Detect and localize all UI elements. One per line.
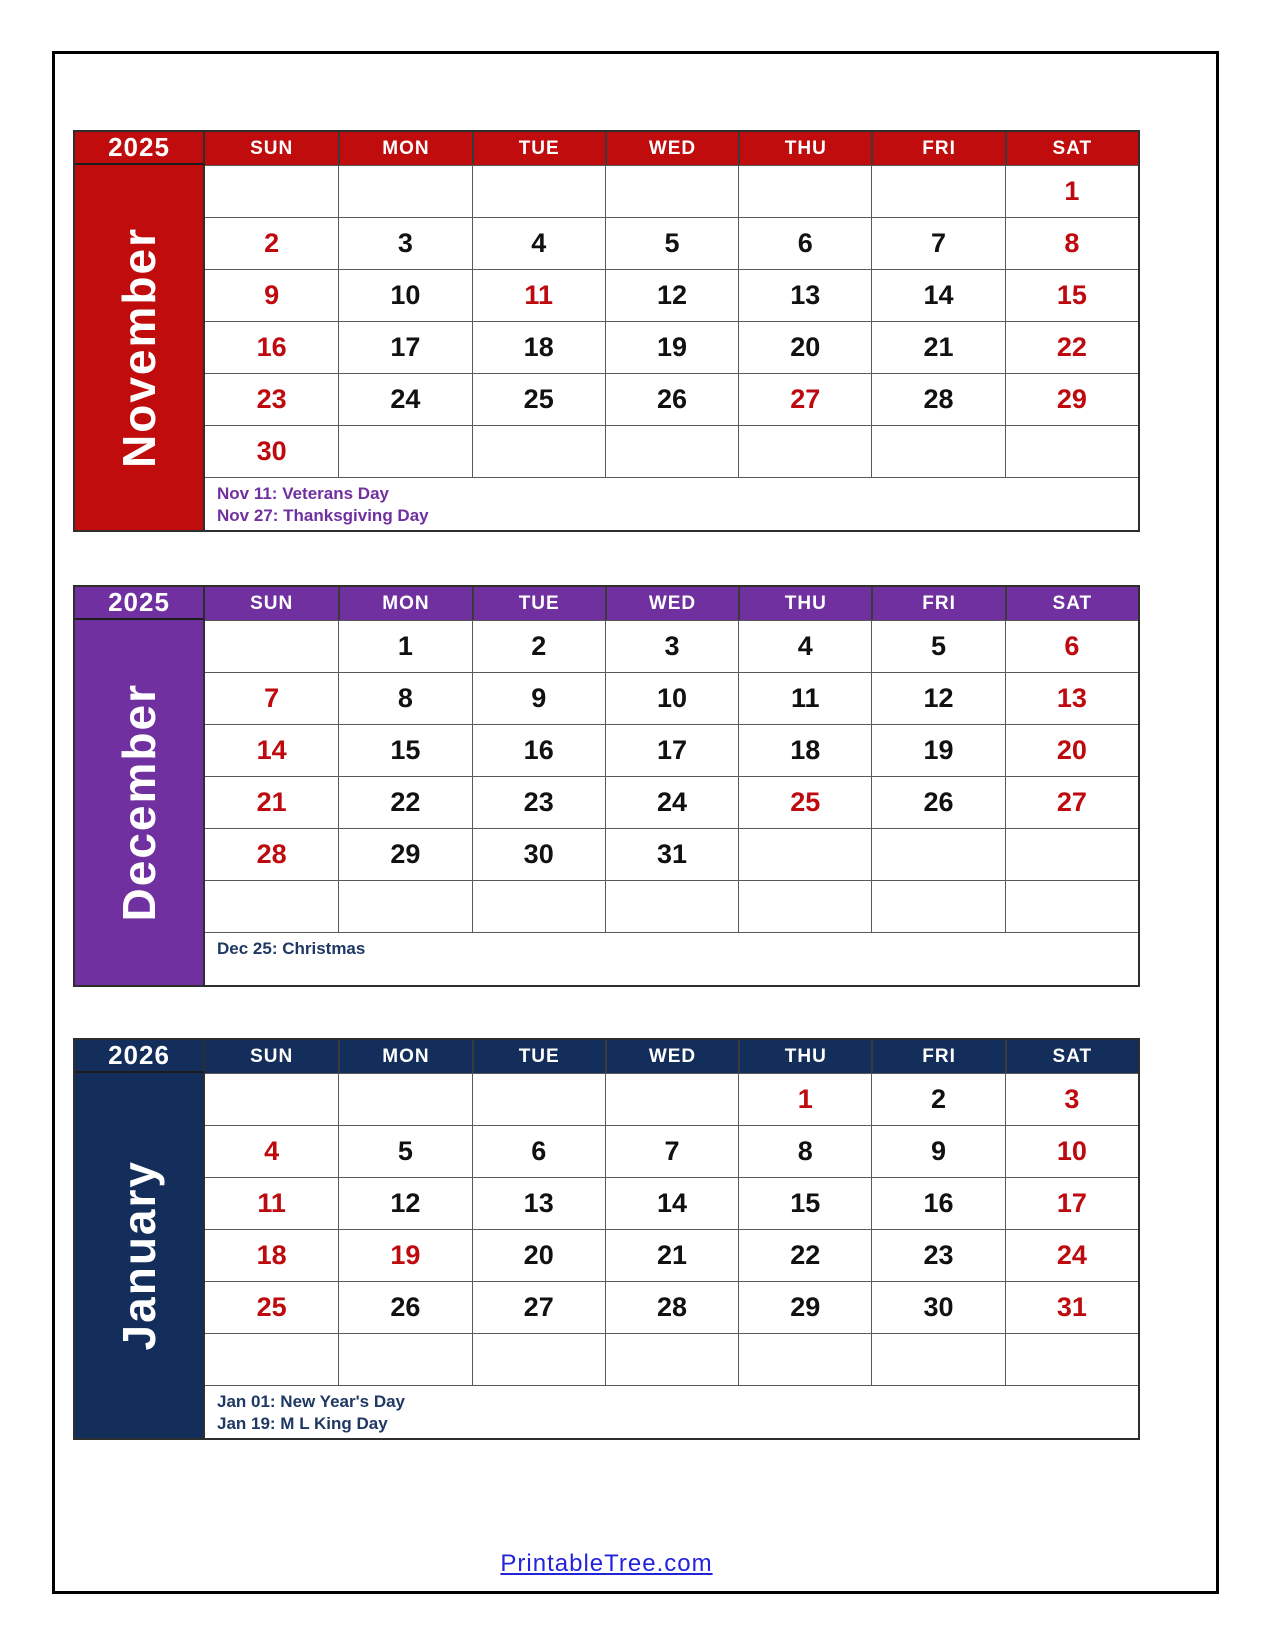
weekday-header: THU bbox=[738, 132, 871, 165]
date-cell bbox=[338, 165, 471, 217]
date-cell: 9 bbox=[472, 672, 605, 724]
date-cell: 14 bbox=[205, 724, 338, 776]
month-label-block bbox=[75, 165, 205, 530]
date-cell: 22 bbox=[338, 776, 471, 828]
date-cell: 19 bbox=[338, 1229, 471, 1281]
date-cell: 10 bbox=[605, 672, 738, 724]
weekday-header: THU bbox=[738, 1040, 871, 1073]
date-cell bbox=[871, 1333, 1004, 1385]
date-cell: 2 bbox=[871, 1073, 1004, 1125]
date-cell bbox=[472, 1333, 605, 1385]
date-cell: 18 bbox=[472, 321, 605, 373]
date-cell bbox=[1005, 828, 1138, 880]
date-cell: 26 bbox=[605, 373, 738, 425]
date-cell: 6 bbox=[1005, 620, 1138, 672]
date-cell: 4 bbox=[205, 1125, 338, 1177]
date-cell bbox=[205, 880, 338, 932]
date-cell: 14 bbox=[605, 1177, 738, 1229]
date-cell: 20 bbox=[738, 321, 871, 373]
date-cell: 2 bbox=[472, 620, 605, 672]
date-cell: 26 bbox=[338, 1281, 471, 1333]
weekday-header: MON bbox=[338, 587, 471, 620]
date-cell: 18 bbox=[205, 1229, 338, 1281]
date-cell: 3 bbox=[605, 620, 738, 672]
holiday-notes bbox=[205, 477, 1138, 530]
calendar-november-2025 bbox=[73, 130, 1140, 532]
date-cell: 4 bbox=[472, 217, 605, 269]
date-cell bbox=[738, 880, 871, 932]
weekday-header: TUE bbox=[472, 1040, 605, 1073]
month-name: November bbox=[113, 227, 165, 468]
date-cell bbox=[605, 165, 738, 217]
date-cell bbox=[205, 165, 338, 217]
year-label: 2025 bbox=[75, 587, 205, 620]
date-cell bbox=[738, 828, 871, 880]
weekday-header: SUN bbox=[205, 587, 338, 620]
date-cell: 28 bbox=[205, 828, 338, 880]
date-cell: 10 bbox=[1005, 1125, 1138, 1177]
month-label-block bbox=[75, 620, 205, 985]
date-cell: 28 bbox=[871, 373, 1004, 425]
date-cell bbox=[205, 1073, 338, 1125]
date-cell: 24 bbox=[605, 776, 738, 828]
date-cell: 11 bbox=[205, 1177, 338, 1229]
weekday-header: MON bbox=[338, 132, 471, 165]
date-cell: 14 bbox=[871, 269, 1004, 321]
date-cell: 29 bbox=[738, 1281, 871, 1333]
date-cell: 17 bbox=[338, 321, 471, 373]
date-cell: 2 bbox=[205, 217, 338, 269]
weekday-header: FRI bbox=[871, 132, 1004, 165]
date-cell bbox=[605, 880, 738, 932]
date-cell: 25 bbox=[472, 373, 605, 425]
date-cell: 1 bbox=[338, 620, 471, 672]
date-cell: 20 bbox=[472, 1229, 605, 1281]
holiday-note: Dec 25: Christmas bbox=[217, 939, 366, 958]
date-cell: 13 bbox=[738, 269, 871, 321]
holiday-note: Jan 19: M L King Day bbox=[217, 1414, 388, 1434]
date-cell: 12 bbox=[871, 672, 1004, 724]
date-cell: 27 bbox=[1005, 776, 1138, 828]
date-cell bbox=[605, 425, 738, 477]
date-cell: 16 bbox=[871, 1177, 1004, 1229]
date-cell: 3 bbox=[1005, 1073, 1138, 1125]
holiday-notes bbox=[205, 1385, 1138, 1438]
date-cell: 4 bbox=[738, 620, 871, 672]
date-cell: 16 bbox=[472, 724, 605, 776]
date-cell bbox=[738, 165, 871, 217]
date-cell: 27 bbox=[738, 373, 871, 425]
date-cell bbox=[1005, 1333, 1138, 1385]
date-cell: 1 bbox=[738, 1073, 871, 1125]
date-cell: 8 bbox=[738, 1125, 871, 1177]
weekday-header: FRI bbox=[871, 1040, 1004, 1073]
weekday-header: TUE bbox=[472, 587, 605, 620]
weekday-header: SAT bbox=[1005, 132, 1138, 165]
date-cell: 22 bbox=[1005, 321, 1138, 373]
date-cell: 23 bbox=[871, 1229, 1004, 1281]
date-cell: 19 bbox=[871, 724, 1004, 776]
month-label-block bbox=[75, 1073, 205, 1438]
date-cell: 21 bbox=[605, 1229, 738, 1281]
weekday-header: SAT bbox=[1005, 587, 1138, 620]
date-cell: 31 bbox=[1005, 1281, 1138, 1333]
date-cell: 15 bbox=[738, 1177, 871, 1229]
date-cell: 20 bbox=[1005, 724, 1138, 776]
date-cell: 16 bbox=[205, 321, 338, 373]
date-cell: 8 bbox=[1005, 217, 1138, 269]
weekday-header: SUN bbox=[205, 132, 338, 165]
date-cell bbox=[738, 425, 871, 477]
date-cell: 18 bbox=[738, 724, 871, 776]
date-cell: 26 bbox=[871, 776, 1004, 828]
date-cell bbox=[338, 880, 471, 932]
date-cell: 17 bbox=[1005, 1177, 1138, 1229]
footer-link[interactable]: PrintableTree.com bbox=[500, 1550, 713, 1577]
date-cell bbox=[205, 620, 338, 672]
date-cell bbox=[1005, 880, 1138, 932]
weekday-header: WED bbox=[605, 132, 738, 165]
date-cell: 5 bbox=[871, 620, 1004, 672]
date-cell: 24 bbox=[1005, 1229, 1138, 1281]
weekday-header: THU bbox=[738, 587, 871, 620]
date-cell: 15 bbox=[338, 724, 471, 776]
date-cell: 12 bbox=[338, 1177, 471, 1229]
holiday-note: Nov 27: Thanksgiving Day bbox=[217, 506, 429, 526]
date-cell: 30 bbox=[472, 828, 605, 880]
date-cell: 11 bbox=[738, 672, 871, 724]
date-cell: 23 bbox=[472, 776, 605, 828]
date-cell: 7 bbox=[605, 1125, 738, 1177]
date-cell: 27 bbox=[472, 1281, 605, 1333]
holiday-note: Jan 01: New Year's Day bbox=[217, 1392, 406, 1411]
weekday-header: TUE bbox=[472, 132, 605, 165]
date-cell: 8 bbox=[338, 672, 471, 724]
date-cell bbox=[472, 880, 605, 932]
date-cell bbox=[338, 1073, 471, 1125]
date-cell: 30 bbox=[205, 425, 338, 477]
date-cell bbox=[738, 1333, 871, 1385]
date-cell bbox=[338, 425, 471, 477]
date-cell: 5 bbox=[338, 1125, 471, 1177]
date-cell: 29 bbox=[1005, 373, 1138, 425]
footer bbox=[73, 1550, 1140, 1578]
date-cell: 25 bbox=[738, 776, 871, 828]
date-cell: 5 bbox=[605, 217, 738, 269]
date-cell: 28 bbox=[605, 1281, 738, 1333]
date-cell: 7 bbox=[205, 672, 338, 724]
date-cell: 11 bbox=[472, 269, 605, 321]
date-cell bbox=[472, 425, 605, 477]
date-cell bbox=[1005, 425, 1138, 477]
date-cell bbox=[472, 165, 605, 217]
date-cell: 19 bbox=[605, 321, 738, 373]
date-cell: 25 bbox=[205, 1281, 338, 1333]
date-cell: 9 bbox=[205, 269, 338, 321]
date-cell bbox=[871, 828, 1004, 880]
date-cell bbox=[871, 880, 1004, 932]
date-cell: 24 bbox=[338, 373, 471, 425]
date-cell: 23 bbox=[205, 373, 338, 425]
date-cell: 3 bbox=[338, 217, 471, 269]
year-label: 2026 bbox=[75, 1040, 205, 1073]
calendar-december-2025 bbox=[73, 585, 1140, 987]
date-cell: 30 bbox=[871, 1281, 1004, 1333]
date-cell: 13 bbox=[1005, 672, 1138, 724]
date-cell bbox=[871, 165, 1004, 217]
date-cell: 21 bbox=[871, 321, 1004, 373]
date-cell: 31 bbox=[605, 828, 738, 880]
date-cell: 29 bbox=[338, 828, 471, 880]
holiday-note: Nov 11: Veterans Day bbox=[217, 484, 389, 503]
date-cell: 1 bbox=[1005, 165, 1138, 217]
date-cell: 21 bbox=[205, 776, 338, 828]
weekday-header: MON bbox=[338, 1040, 471, 1073]
date-cell bbox=[605, 1333, 738, 1385]
month-name: January bbox=[113, 1160, 165, 1351]
date-cell: 13 bbox=[472, 1177, 605, 1229]
date-cell: 12 bbox=[605, 269, 738, 321]
calendar-january-2026 bbox=[73, 1038, 1140, 1440]
date-cell bbox=[871, 425, 1004, 477]
weekday-header: SAT bbox=[1005, 1040, 1138, 1073]
month-name: December bbox=[113, 683, 165, 922]
date-cell: 22 bbox=[738, 1229, 871, 1281]
date-cell: 9 bbox=[871, 1125, 1004, 1177]
date-cell bbox=[605, 1073, 738, 1125]
date-cell: 6 bbox=[738, 217, 871, 269]
date-cell bbox=[472, 1073, 605, 1125]
weekday-header: FRI bbox=[871, 587, 1004, 620]
date-cell bbox=[338, 1333, 471, 1385]
year-label: 2025 bbox=[75, 132, 205, 165]
date-cell: 7 bbox=[871, 217, 1004, 269]
weekday-header: WED bbox=[605, 587, 738, 620]
date-cell: 10 bbox=[338, 269, 471, 321]
date-cell: 15 bbox=[1005, 269, 1138, 321]
date-cell: 6 bbox=[472, 1125, 605, 1177]
date-cell: 17 bbox=[605, 724, 738, 776]
date-cell bbox=[205, 1333, 338, 1385]
holiday-notes bbox=[205, 932, 1138, 985]
weekday-header: SUN bbox=[205, 1040, 338, 1073]
weekday-header: WED bbox=[605, 1040, 738, 1073]
